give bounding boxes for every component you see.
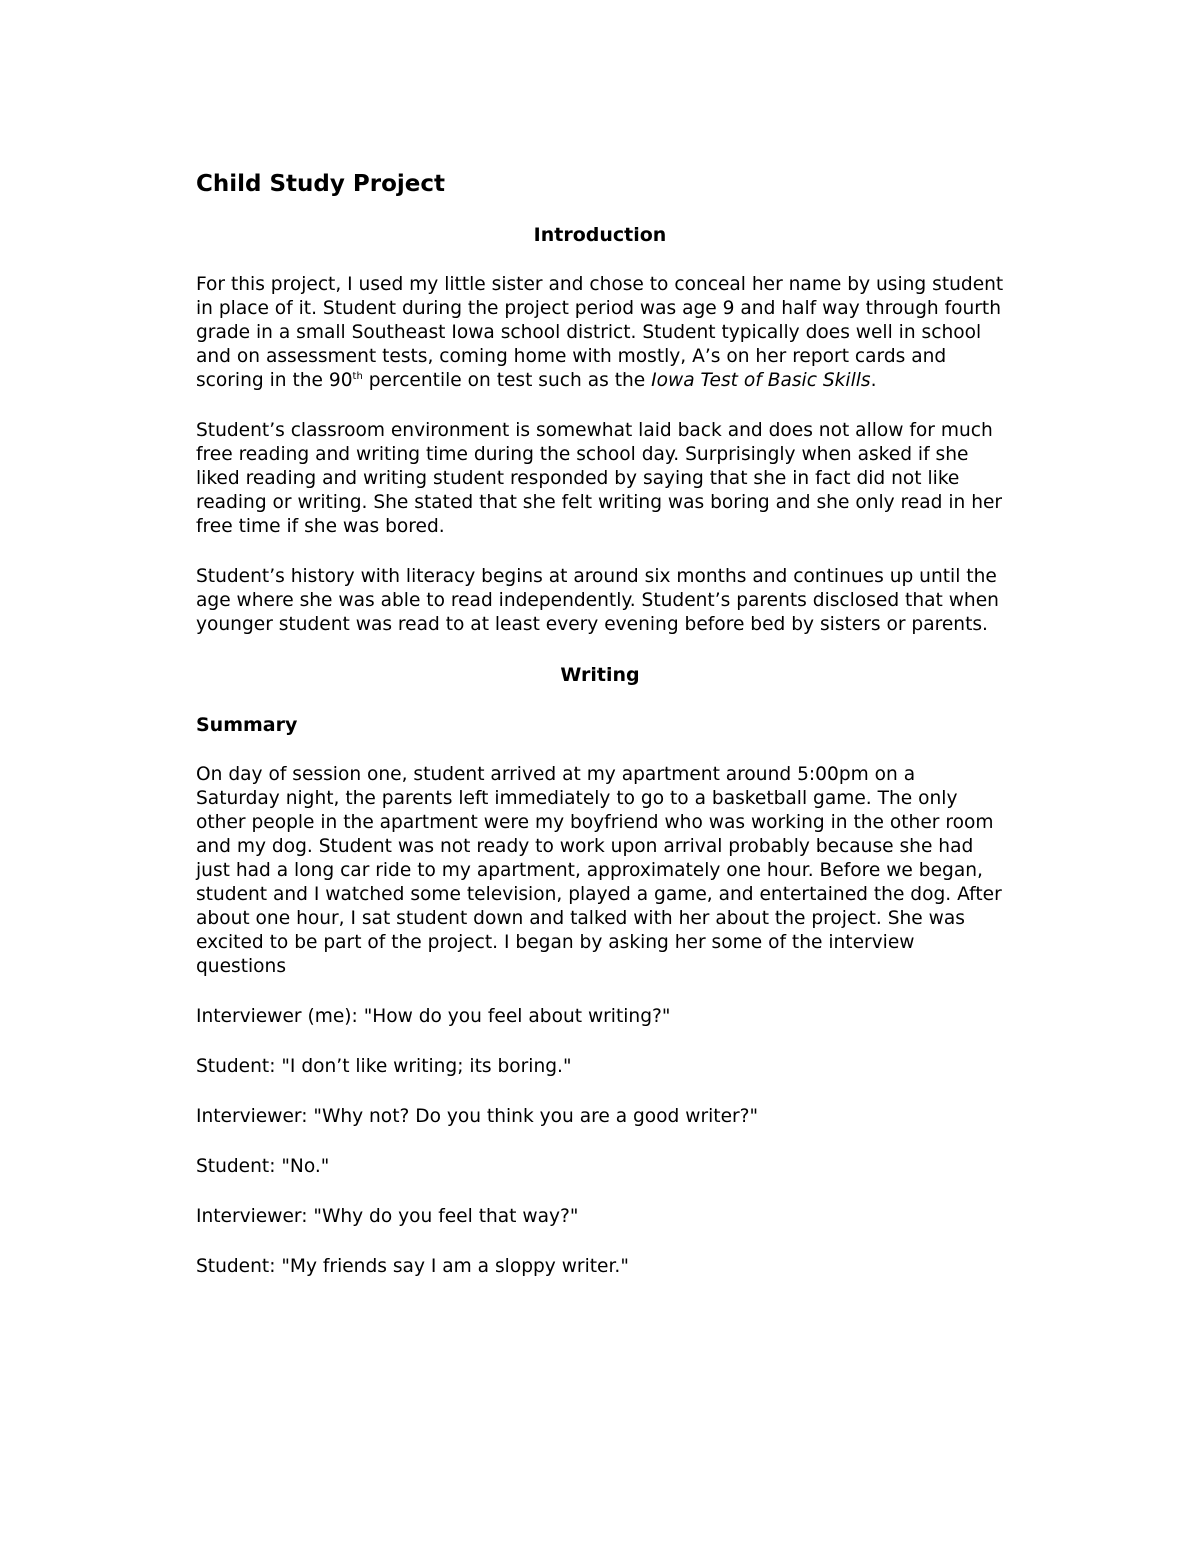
intro-p1-end: . <box>870 370 877 391</box>
introduction-paragraph-3: Student’s history with literacy begins at around six months and continues up until the age where she was able to read independently. Student’s parents disclosed that when younger student was read to at least every evening before bed by sisters or parents. <box>196 566 999 635</box>
dialogue-line: Student: "My friends say I am a sloppy writer." <box>196 1256 629 1277</box>
summary-paragraph: On day of session one, student arrived at my apartment around 5:00pm on a Saturday night, the parents left immediately to go to a basketball game. The only other people in the apartment were my boyfriend who was working in the other room and my dog. Student was not ready to work upon arrival probably because she had just had a long car ride to my apartment, approximately one hour. Before we began, student and I watched some television, played a game, and entertained the dog. After about one hour, I sat student down and talked with her about the project. She was excited to be part of the project. I began by asking her some of the interview questions <box>196 764 1002 977</box>
document-page <box>196 168 1004 1305</box>
summary-heading: Summary <box>196 714 298 736</box>
writing-heading: Writing <box>560 664 640 686</box>
intro-p1-text: For this project, I used my little sister and chose to conceal her name by using student in place of it. Student during the project period was age 9 and half way through fourth grade in a small Southeast Iowa school district. Student typically does well in school and on assessment tests, coming home with mostly, A’s on her report cards and scoring in the 90 <box>196 274 1004 391</box>
introduction-paragraph-1 <box>196 273 1004 393</box>
dialogue-line: Student: "No." <box>196 1156 330 1177</box>
test-name: Iowa Test of Basic Skills <box>651 370 871 391</box>
dialogue-line: Student: "I don’t like writing; its boring." <box>196 1056 572 1077</box>
dialogue-line: Interviewer (me): "How do you feel about writing?" <box>196 1006 671 1027</box>
introduction-heading: Introduction <box>533 224 667 246</box>
intro-p1-text-continued: percentile on test such as the <box>362 370 652 391</box>
document-title: Child Study Project <box>196 171 446 197</box>
dialogue-line: Interviewer: "Why not? Do you think you are a good writer?" <box>196 1106 759 1127</box>
dialogue-line: Interviewer: "Why do you feel that way?" <box>196 1206 579 1227</box>
introduction-paragraph-2: Student’s classroom environment is somewhat laid back and does not allow for much free reading and writing time during the school day. Surprisingly when asked if she liked reading and writing student responded by saying that she in fact did not like reading or writing. She stated that she felt writing was boring and she only read in her free time if she was bored. <box>196 420 1003 537</box>
ordinal-suffix: th <box>352 371 363 382</box>
